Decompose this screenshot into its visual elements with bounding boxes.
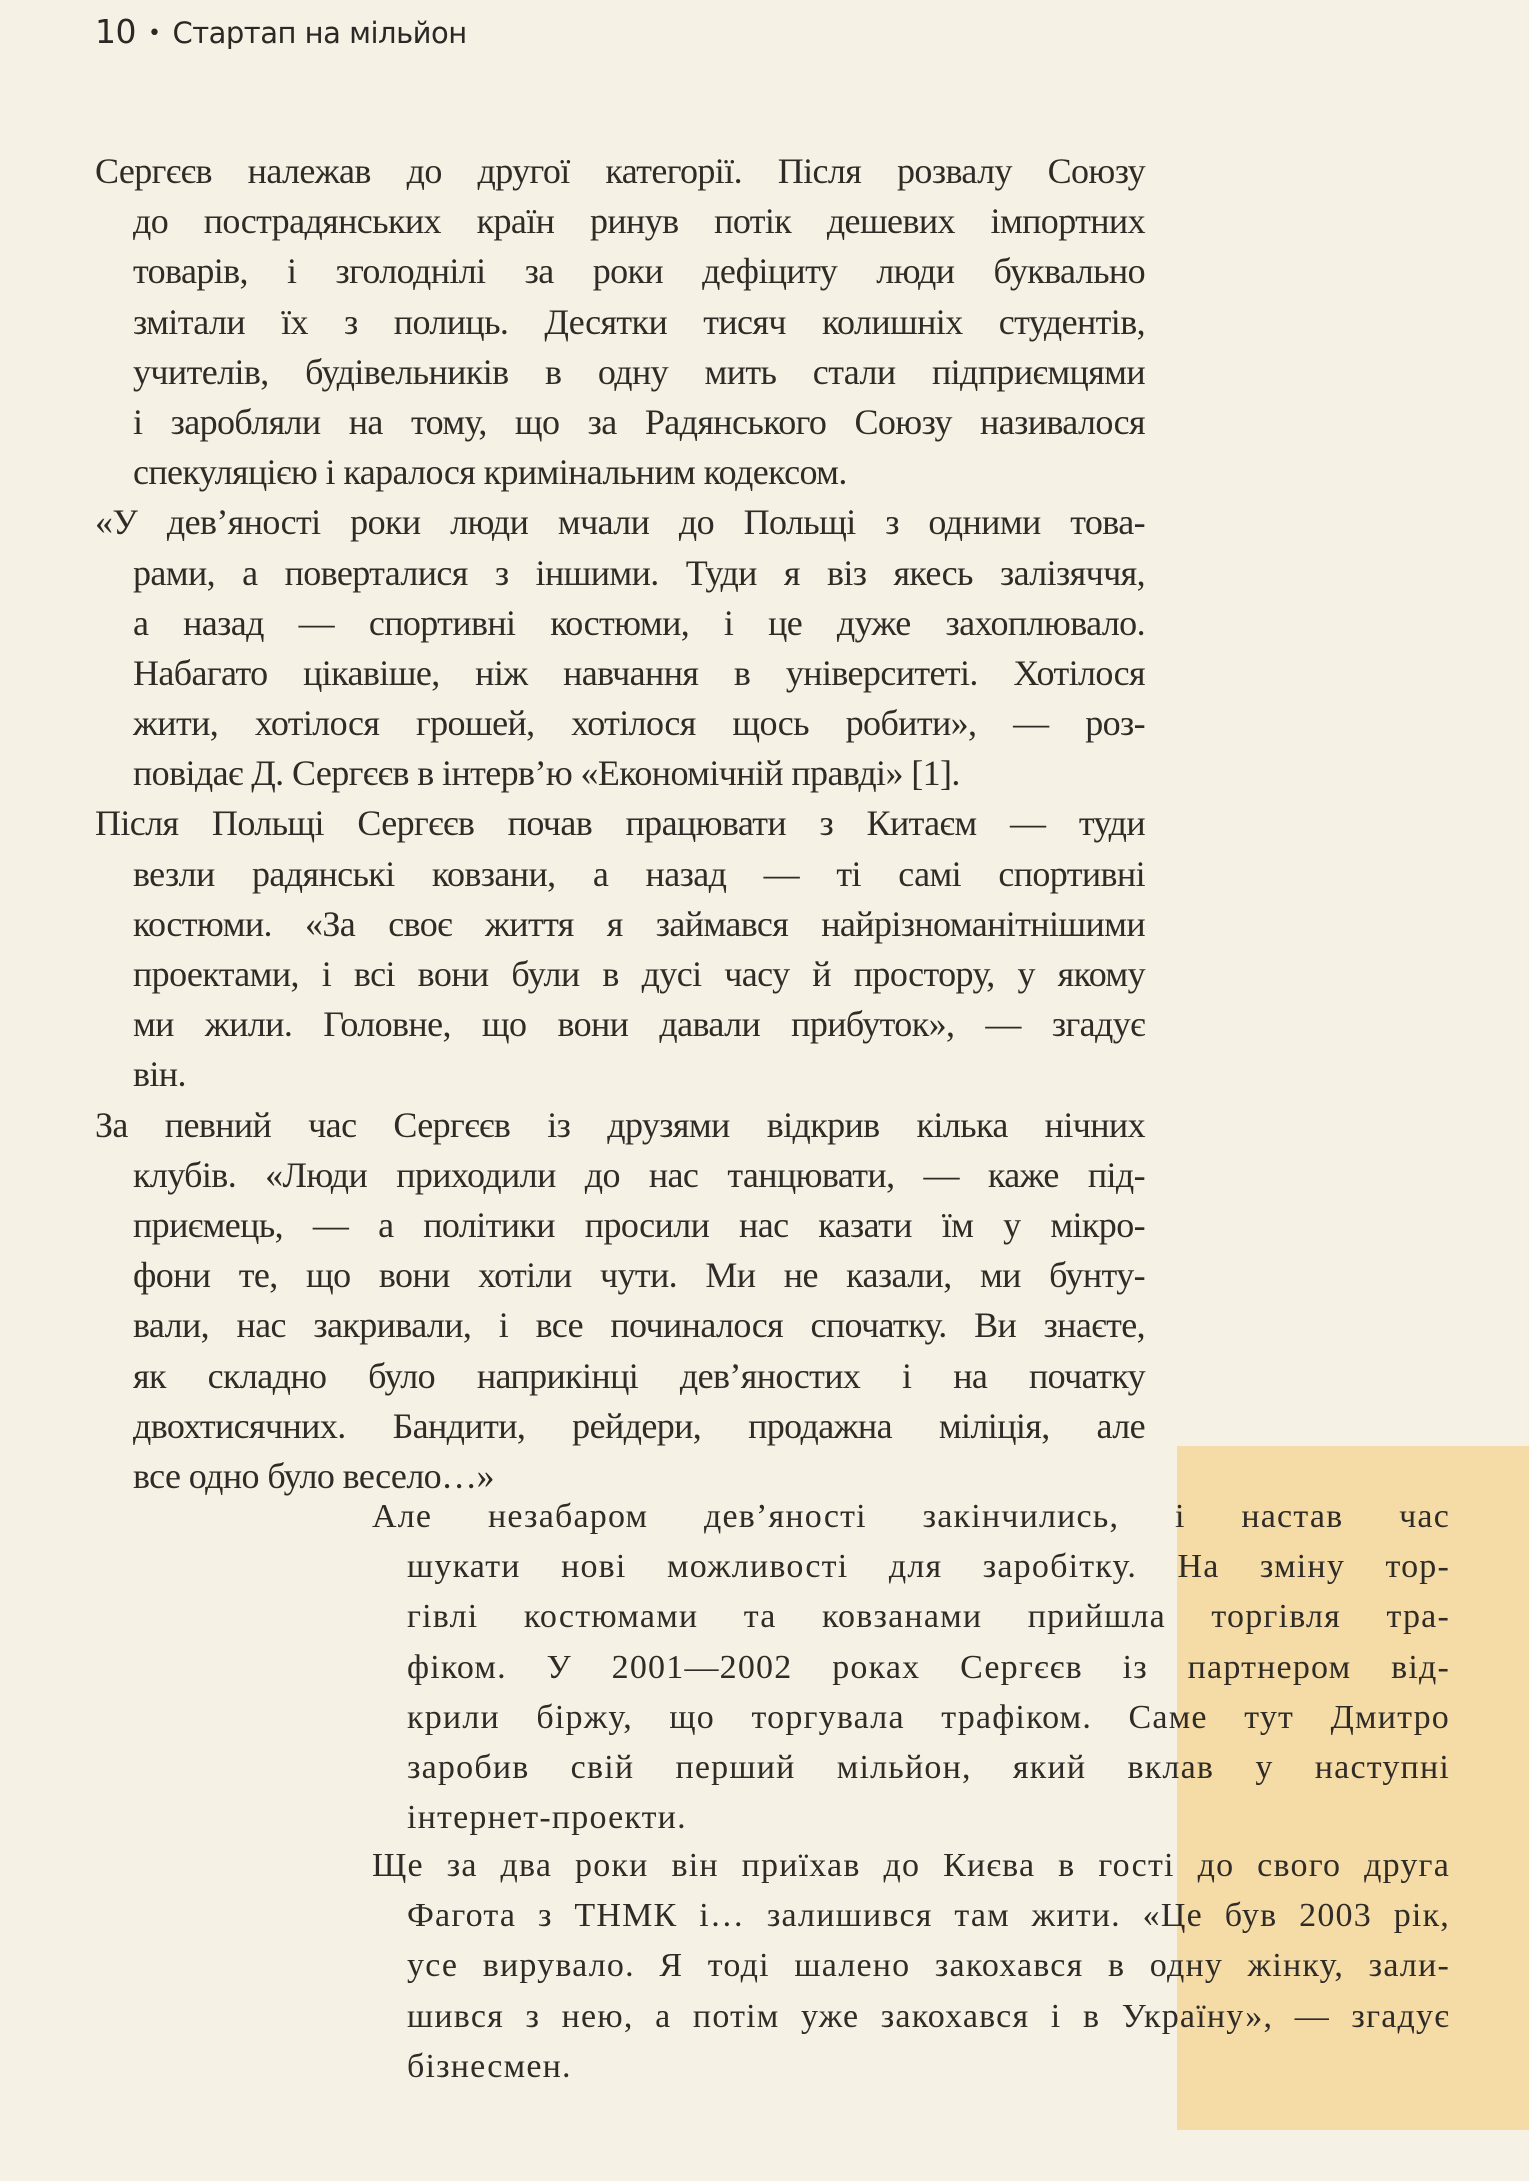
- text-line: костюми. «За своє життя я займався найрізноманітнішими: [133, 903, 1145, 944]
- text-line: Ще за два роки він приїхав до Києва в гості до свого друга: [372, 1847, 1450, 1884]
- text-line: Після Польщі Сергєєв почав працювати з Китаєм — туди: [95, 803, 1145, 844]
- page-number: 10: [95, 12, 136, 51]
- text-line: інтернет-проекти.: [407, 1799, 687, 1837]
- text-line: бізнесмен.: [407, 2047, 572, 2085]
- text-line: гівлі костюмами та ковзанами прийшла торгівля тра-: [407, 1598, 1450, 1636]
- text-line: проектами, і всі вони були в дусі часу й простору, у якому: [133, 954, 1145, 994]
- text-line: шився з нею, а потім уже закохався і в Україну», — згадує: [407, 1997, 1450, 2035]
- body-text-lower-2: [372, 1841, 1450, 2092]
- text-line: Набагато цікавіше, ніж навчання в університеті. Хотілося: [133, 652, 1145, 693]
- text-line: учителів, будівельників в одну мить стали підприємцями: [133, 351, 1145, 392]
- text-line: «У дев’яності роки люди мчали до Польщі з одними това-: [95, 502, 1145, 543]
- text-line: везли радянські ковзани, а назад — ті самі спортивні: [133, 853, 1145, 894]
- text-line: ми жили. Головне, що вони давали прибуток», — згадує: [133, 1004, 1145, 1045]
- paragraph: [372, 1841, 1450, 2092]
- paragraph: [95, 1100, 1145, 1502]
- text-line: заробив свій перший мільйон, який вклав у наступні: [407, 1748, 1450, 1786]
- text-line: приємець, — а політики просили нас казати їм у мікро-: [133, 1204, 1145, 1245]
- text-line: а назад — спортивні костюми, і це дуже захоплювало.: [133, 602, 1145, 643]
- text-line: товарів, і зголоднілі за роки дефіциту люди буквально: [133, 251, 1145, 292]
- text-line: повідає Д. Сергєєв в інтерв’ю «Економічній правді» [1].: [133, 753, 960, 794]
- running-title: Стартап на мільйон: [172, 16, 467, 50]
- text-line: рами, а поверталися з іншими. Туди я віз якесь залізяччя,: [133, 552, 1145, 593]
- text-line: клубів. «Люди приходили до нас танцювати, — каже під-: [133, 1154, 1145, 1195]
- separator-bullet: •: [148, 21, 161, 46]
- text-line: змітали їх з полиць. Десятки тисяч колишніх студентів,: [133, 301, 1145, 342]
- text-line: фони те, що вони хотіли чути. Ми не казали, ми бунту-: [133, 1255, 1145, 1296]
- text-line: до пострадянських країн ринув потік дешевих імпортних: [133, 201, 1145, 242]
- paragraph: [372, 1492, 1450, 1843]
- text-line: і заробляли на тому, що за Радянського Союзу називалося: [133, 401, 1145, 442]
- paragraph: [95, 146, 1145, 497]
- text-line: Але незабаром дев’яності закінчились, і настав час: [372, 1498, 1450, 1535]
- text-line: фіком. У 2001—2002 роках Сергєєв із партнером від-: [407, 1648, 1450, 1686]
- text-line: як складно було наприкінці дев’яностих і на початку: [133, 1355, 1145, 1396]
- paragraph: [95, 497, 1145, 798]
- text-line: двохтисячних. Бандити, рейдери, продажна міліція, але: [133, 1405, 1145, 1446]
- text-line: шукати нові можливості для заробітку. На зміну тор-: [407, 1548, 1450, 1586]
- text-line: все одно було весело…»: [133, 1455, 494, 1496]
- body-text-lower: [372, 1492, 1450, 1843]
- text-line: крили біржу, що торгувала трафіком. Саме тут Дмитро: [407, 1698, 1450, 1736]
- text-line: усе вирувало. Я тоді шалено закохався в одну жінку, зали-: [407, 1947, 1450, 1985]
- text-line: Сергєєв належав до другої категорії. Після розвалу Союзу: [95, 151, 1145, 191]
- text-line: він.: [133, 1054, 186, 1095]
- text-line: спекуляцією і каралося кримінальним кодексом.: [133, 452, 847, 493]
- body-text-upper: [95, 146, 1145, 1501]
- text-line: Фагота з ТНМК і… залишився там жити. «Це був 2003 рік,: [407, 1897, 1450, 1935]
- text-line: жити, хотілося грошей, хотілося щось робити», — роз-: [133, 703, 1145, 744]
- paragraph: [95, 798, 1145, 1099]
- text-line: вали, нас закривали, і все починалося спочатку. Ви знаєте,: [133, 1305, 1145, 1346]
- text-line: За певний час Сергєєв із друзями відкрив кілька нічних: [95, 1104, 1145, 1145]
- running-header: [95, 12, 467, 51]
